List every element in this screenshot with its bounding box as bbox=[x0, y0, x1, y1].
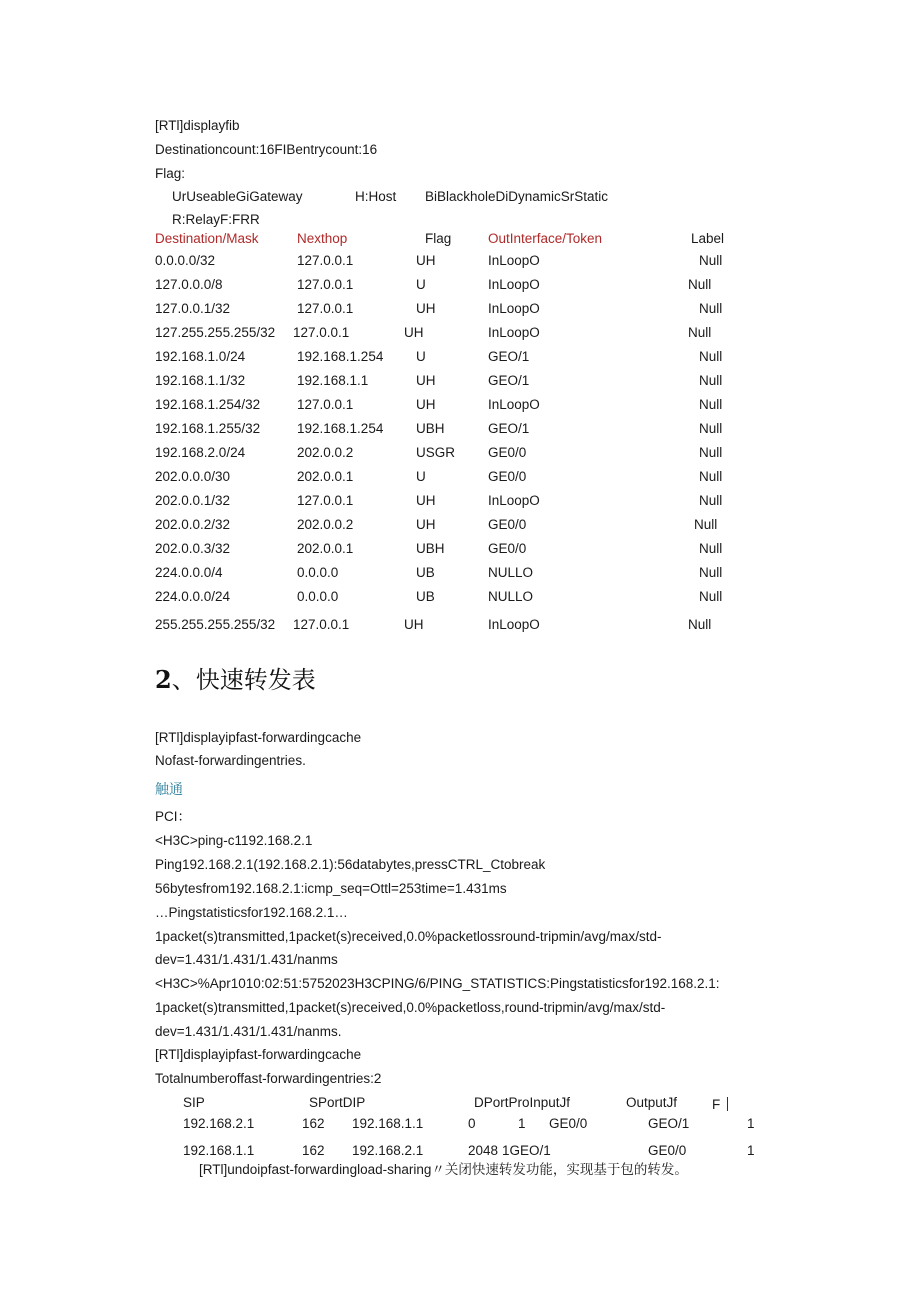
fib-cell-label: Null bbox=[699, 421, 723, 436]
fib-cell-label: Null bbox=[699, 493, 723, 508]
fib-cell-dest: 224.0.0.0/24 bbox=[155, 589, 231, 604]
fib-cell-flag: U bbox=[416, 469, 426, 484]
fib-cell-flag: USGR bbox=[416, 445, 456, 460]
fib-cell-label: Null bbox=[699, 397, 723, 412]
fib-cell-dest: 192.168.2.0/24 bbox=[155, 445, 246, 460]
fib-cell-dest: 192.168.1.255/32 bbox=[155, 421, 261, 436]
flag-legend-3: BiBlackholeDiDynamicSrStatic bbox=[425, 189, 609, 204]
fib-cell-label: Null bbox=[694, 517, 718, 532]
fib-cell-iface: GE0/0 bbox=[488, 541, 527, 556]
fib-cell-flag: UBH bbox=[416, 541, 445, 556]
flag-legend-4: R:RelayF:FRR bbox=[172, 212, 260, 227]
fast-cell-pro: 1 bbox=[518, 1116, 526, 1131]
section-number: 2 bbox=[155, 665, 172, 694]
fast-cell-f: 1 bbox=[747, 1143, 755, 1158]
fib-cell-iface: InLoopO bbox=[488, 493, 540, 508]
fib-cell-dest: 202.0.0.1/32 bbox=[155, 493, 231, 508]
fib-cell-flag: UH bbox=[416, 493, 436, 508]
fib-cell-dest: 202.0.0.3/32 bbox=[155, 541, 231, 556]
fib-cell-dest: 255.255.255.255/32 bbox=[155, 617, 276, 632]
log-line-3: dev=1.431/1.431/1.431/nanms. bbox=[155, 1024, 342, 1039]
fast-cell-dport: 2048 bbox=[468, 1143, 499, 1158]
fast-cell-sport: 162 bbox=[302, 1143, 325, 1158]
fib-cell-nexthop: 0.0.0.0 bbox=[297, 589, 339, 604]
fib-cell-dest: 127.0.0.0/8 bbox=[155, 277, 223, 292]
fib-cell-dest: 202.0.0.2/32 bbox=[155, 517, 231, 532]
flag-legend-2: H:Host bbox=[355, 189, 397, 204]
fast-cell-dip: 192.168.1.1 bbox=[352, 1116, 424, 1131]
fib-cell-label: Null bbox=[699, 349, 723, 364]
fib-cell-nexthop: 127.0.0.1 bbox=[293, 617, 350, 632]
fast-cell-input: 1GEO/1 bbox=[502, 1143, 551, 1158]
fib-cell-nexthop: 127.0.0.1 bbox=[297, 301, 354, 316]
fib-cell-nexthop: 127.0.0.1 bbox=[297, 253, 354, 268]
fib-cell-nexthop: 192.168.1.254 bbox=[297, 421, 384, 436]
flag-label: Flag: bbox=[155, 166, 186, 181]
fib-cell-iface: InLoopO bbox=[488, 253, 540, 268]
fast-cell-output: GE0/0 bbox=[648, 1143, 687, 1158]
fast-cell-sport: 162 bbox=[302, 1116, 325, 1131]
fib-cell-dest: 192.168.1.254/32 bbox=[155, 397, 261, 412]
fib-cell-flag: UH bbox=[416, 373, 436, 388]
fib-cell-iface: GEO/1 bbox=[488, 373, 530, 388]
fast-header-f: F bbox=[712, 1097, 721, 1112]
fib-cell-iface: GE0/0 bbox=[488, 517, 527, 532]
log-line-2: 1packet(s)transmitted,1packet(s)received,0.0%packetloss,round-tripmin/avg/max/std- bbox=[155, 1000, 666, 1015]
flag-legend-1: UrUseableGiGateway bbox=[172, 189, 303, 204]
ping-reply: 56bytesfrom192.168.2.1:icmp_seq=Ottl=253time=1.431ms bbox=[155, 881, 507, 896]
fib-cell-nexthop: 192.168.1.1 bbox=[297, 373, 369, 388]
stats-line-1: 1packet(s)transmitted,1packet(s)received,0.0%packetlossround-tripmin/avg/max/std- bbox=[155, 929, 662, 944]
pc-label: PCI： bbox=[155, 809, 192, 824]
fib-cell-dest: 202.0.0.0/30 bbox=[155, 469, 231, 484]
fib-header-nexthop: Nexthop bbox=[297, 231, 348, 246]
fib-cell-label: Null bbox=[699, 373, 723, 388]
fast-cell-sip: 192.168.2.1 bbox=[183, 1116, 255, 1131]
fib-header-label: Label bbox=[691, 231, 725, 246]
fib-cell-nexthop: 202.0.0.1 bbox=[297, 469, 354, 484]
fib-cell-flag: UH bbox=[416, 397, 436, 412]
fib-cell-iface: GEO/1 bbox=[488, 421, 530, 436]
fib-cell-dest: 127.255.255.255/32 bbox=[155, 325, 276, 340]
fast-cell-dip: 192.168.2.1 bbox=[352, 1143, 424, 1158]
fib-cell-label: Null bbox=[688, 277, 712, 292]
fast-cell-sip: 192.168.1.1 bbox=[183, 1143, 255, 1158]
fib-cell-nexthop: 202.0.0.2 bbox=[297, 517, 354, 532]
fib-cell-label: Null bbox=[688, 617, 712, 632]
fib-cell-label: Null bbox=[699, 589, 723, 604]
fib-cell-flag: U bbox=[416, 349, 426, 364]
fib-cell-label: Null bbox=[699, 253, 723, 268]
fast-header-dport: DPortProInputJf bbox=[474, 1095, 571, 1110]
fib-cell-nexthop: 127.0.0.1 bbox=[297, 397, 354, 412]
fib-cell-label: Null bbox=[699, 445, 723, 460]
fast-none: Nofast-forwardingentries. bbox=[155, 753, 306, 768]
fib-header-dest: Destination/Mask bbox=[155, 231, 259, 246]
fast-header-sport-dip: SPortDIP bbox=[309, 1095, 366, 1110]
fib-cell-flag: UB bbox=[416, 565, 435, 580]
stats-header: …Pingstatisticsfor192.168.2.1… bbox=[155, 905, 348, 920]
fib-command: [RTl]displayfib bbox=[155, 118, 240, 133]
fib-cell-iface: InLoopO bbox=[488, 301, 540, 316]
log-line-1: <H3C>%Apr1010:02:51:5752023H3CPING/6/PING_STATISTICS:Pingstatisticsfor192.168.2.1: bbox=[155, 976, 720, 991]
undo-command: [RTl]undoipfast-forwardingload-sharing〃关闭快速转发功能，实现基于包的转发。 bbox=[199, 1162, 688, 1177]
fib-cell-flag: UH bbox=[404, 617, 424, 632]
fib-cell-flag: UH bbox=[416, 301, 436, 316]
fib-cell-dest: 224.0.0.0/4 bbox=[155, 565, 223, 580]
fib-cell-iface: NULLO bbox=[488, 565, 534, 580]
fast-header-output: OutputJf bbox=[626, 1095, 678, 1110]
fib-cell-dest: 192.168.1.1/32 bbox=[155, 373, 246, 388]
fib-cell-nexthop: 0.0.0.0 bbox=[297, 565, 339, 580]
fib-cell-iface: InLoopO bbox=[488, 617, 540, 632]
fib-cell-flag: UB bbox=[416, 589, 435, 604]
fib-cell-nexthop: 202.0.0.1 bbox=[297, 541, 354, 556]
fib-cell-iface: NULLO bbox=[488, 589, 534, 604]
fib-cell-dest: 127.0.0.1/32 bbox=[155, 301, 231, 316]
fib-cell-flag: UH bbox=[404, 325, 424, 340]
fast-header-sip: SIP bbox=[183, 1095, 205, 1110]
fast-cell-f: 1 bbox=[747, 1116, 755, 1131]
stats-line-2: dev=1.431/1.431/1.431/nanms bbox=[155, 952, 338, 967]
fib-cell-nexthop: 202.0.0.2 bbox=[297, 445, 354, 460]
fib-cell-flag: UH bbox=[416, 253, 436, 268]
trigger-label: 触通 bbox=[155, 781, 183, 797]
ping-info: Ping192.168.2.1(192.168.2.1):56databytes,pressCTRL_Ctobreak bbox=[155, 857, 546, 872]
fib-cell-label: Null bbox=[699, 541, 723, 556]
fib-cell-nexthop: 127.0.0.1 bbox=[293, 325, 350, 340]
fib-cell-label: Null bbox=[699, 469, 723, 484]
fib-counts: Destinationcount:16FIBentrycount:16 bbox=[155, 142, 378, 157]
section-2-heading bbox=[155, 664, 316, 696]
fib-cell-label: Null bbox=[699, 565, 723, 580]
fib-cell-iface: InLoopO bbox=[488, 325, 540, 340]
fast-cell-dport: 0 bbox=[468, 1116, 476, 1131]
fib-header-iface: OutInterface/Token bbox=[488, 231, 603, 246]
fast-cell-input: GE0/0 bbox=[549, 1116, 588, 1131]
fib-cell-nexthop: 127.0.0.1 bbox=[297, 277, 354, 292]
fib-cell-dest: 192.168.1.0/24 bbox=[155, 349, 246, 364]
fib-cell-label: Null bbox=[688, 325, 712, 340]
fast-cmd-2: [RTl]displayipfast-forwardingcache bbox=[155, 1047, 362, 1062]
fast-cmd-1: [RTl]displayipfast-forwardingcache bbox=[155, 730, 362, 745]
fib-cell-flag: U bbox=[416, 277, 426, 292]
ping-cmd: <H3C>ping-c1192.168.2.1 bbox=[155, 833, 313, 848]
fast-cell-output: GEO/1 bbox=[648, 1116, 690, 1131]
fib-cell-dest: 0.0.0.0/32 bbox=[155, 253, 216, 268]
fib-cell-nexthop: 127.0.0.1 bbox=[297, 493, 354, 508]
fib-cell-iface: GEO/1 bbox=[488, 349, 530, 364]
fib-cell-iface: GE0/0 bbox=[488, 445, 527, 460]
fib-cell-label: Null bbox=[699, 301, 723, 316]
cursor-bar bbox=[727, 1097, 728, 1111]
fib-cell-iface: GE0/0 bbox=[488, 469, 527, 484]
fib-cell-iface: InLoopO bbox=[488, 397, 540, 412]
fib-cell-flag: UH bbox=[416, 517, 436, 532]
section-title: 、快速转发表 bbox=[171, 666, 316, 694]
fib-cell-nexthop: 192.168.1.254 bbox=[297, 349, 384, 364]
fib-header-flag: Flag bbox=[425, 231, 452, 246]
fib-cell-flag: UBH bbox=[416, 421, 445, 436]
fib-cell-iface: InLoopO bbox=[488, 277, 540, 292]
fast-total: Totalnumberoffast-forwardingentries:2 bbox=[155, 1071, 382, 1086]
